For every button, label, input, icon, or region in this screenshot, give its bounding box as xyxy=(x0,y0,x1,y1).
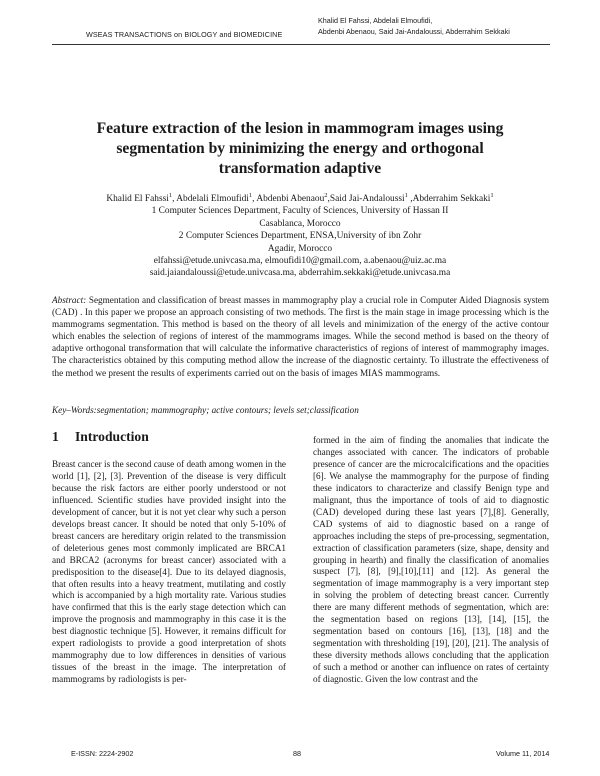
paper-title xyxy=(50,119,550,179)
section-title: Introduction xyxy=(75,429,149,444)
body-paragraph: formed in the aim of finding the anomalies that indicate the changes associated with cancer. The indicators of probable presence of cancer are the microcalcifications and the opacities [6]. We analyse the mammography for the purpose of finding these indicators to characterize and classify Benign type and malignant, thus the importance of tools of aid to diagnostic (CAD) developed during these last years [7],[8]. Generally, CAD systems of aid to diagnostic based on a range of approaches including the steps of pre-processing, segmentation, extraction of classification parameters (size, shape, density and grouping in hearth) and finally the classification of anomalies suspect [7], [8], [9],[10],[11] and [12]. As general the segmentation of image mammography is a very important step in solving the problem of detecting breast cancer. Currently there are many different methods of segmentation, which are: the segmentation based on regions [13], [14], [15], the segmentation based on contours [16], [13], [18] and the segmentation with thresholding [19], [20], [21]. The analysis of these diversity methods allows concluding that the application of such a method or another can influence on rates of certainty of diagnostic. Given the low contrast and the xyxy=(313,435,549,685)
abstract xyxy=(52,294,549,379)
author-name: , Abdenbi Abenaou xyxy=(252,194,325,204)
footer-page-number: 88 xyxy=(293,749,301,758)
affiliation-2-city: Agadir, Morocco xyxy=(267,243,333,254)
running-header-authors xyxy=(318,15,510,37)
author-emails-2: said.jaiandaloussi@etude.univcasa.ma, abderrahim.sekkaki@etude.univcasa.ma xyxy=(149,268,451,279)
author-name: , Abdelali Elmoufidi xyxy=(172,194,249,204)
author-name: Khalid El Fahssi xyxy=(106,194,169,204)
author-affiliation-mark: 1 xyxy=(490,192,494,199)
paper-title-line2: segmentation by minimizing the energy and orthogonal xyxy=(116,140,484,157)
affiliation-1-city: Casablanca, Morocco xyxy=(259,218,341,229)
header-rule xyxy=(52,44,550,45)
running-header-authors-line2: Abdenbi Abenaou, Said Jai-Andaloussi, Abderrahim Sekkaki xyxy=(318,27,510,36)
keywords: Key–Words:segmentation; mammography; active contours; levels set;classification xyxy=(52,405,359,415)
paper-title-line3: transformation adaptive xyxy=(218,160,382,177)
author-name: ,Said Jai-Andaloussi xyxy=(327,194,405,204)
affiliation-2: 2 Computer Sciences Department, ENSA,University of ibn Zohr xyxy=(178,231,422,242)
author-affiliation-mark: 1 xyxy=(168,192,173,199)
author-affiliation-mark: 1 xyxy=(404,192,408,199)
running-header-journal: WSEAS TRANSACTIONS on BIOLOGY and BIOMEDICINE xyxy=(86,30,283,39)
affiliation-1: 1 Computer Sciences Department, Faculty of Sciences, University of Hassan II xyxy=(151,206,449,217)
abstract-text: Segmentation and classification of breast masses in mammography play a crucial role in Computer Aided Diagnosis system (CAD) . In this paper we propose an approach consisting of two methods. The first is the main stage in image processing which is the mammograms segmentation. This method is based on the theory of all levels and minimization of the energy of the active contour which enables the selection of regions of interest of the mammograms images. While the second method is based on the theory of adaptive orthogonal transformation that will calculate the informative characteristics of regions of interest of mammography images. The characteristics obtained by this computing method allow the increase of the diagnostic certainty. To illustrate the effectiveness of the method we present the results of experiments carried out on the basis of images MIAS mammograms. xyxy=(52,295,549,378)
author-affiliation-mark: 2 xyxy=(324,192,328,199)
author-affiliation-mark: 1 xyxy=(248,192,253,199)
abstract-label: Abstract: xyxy=(52,295,87,305)
author-name: ,Abderrahim Sekkaki xyxy=(407,194,491,204)
running-header-authors-line1: Khalid El Fahssi, Abdelali Elmoufidi, xyxy=(318,16,433,25)
paper-title-line1: Feature extraction of the lesion in mammogram images using xyxy=(96,120,504,137)
section-heading xyxy=(52,429,149,445)
author-emails-1: elfahssi@etude.univcasa.ma, elmoufidi10@gmail.com, a.abenaou@uiz.ac.ma xyxy=(153,256,447,267)
author-list xyxy=(50,193,550,205)
author-block xyxy=(50,193,550,280)
body-column-right xyxy=(313,435,549,686)
body-paragraph: Breast cancer is the second cause of death among women in the world [1], [2], [3]. Prevention of the disease is very difficult because the risk factors are either poorly understood or not influenced. Scientific studies have provided insight into the development of cancer, but it is not yet clear why such a person develops breast cancer. It should be noted that only 5-10% of breast cancers are hereditary origin related to the transmission of deleterious genes most commonly implicated are BRCA1 and BRCA2 (acronyms for breast cancer) associated with a predisposition to the disease[4]. Due to its delayed diagnosis, that often results into a heavy treatment, mutilating and costly which is accompanied by a high mortality rate. Various studies have confirmed that this is the early stage detection which can improve the prognosis and mammography in this case it is the best diagnostic technique [5]. However, it remains difficult for expert radiologists to provide a good interpretation of shots mammography due to low differences in densities of various tissues of the breast in the image. The interpretation of mammograms by radiologists is per- xyxy=(52,459,286,685)
footer-volume: Volume 11, 2014 xyxy=(496,749,550,758)
body-column-left xyxy=(52,459,286,686)
footer-issn: E-ISSN: 2224-2902 xyxy=(71,749,134,758)
section-number: 1 xyxy=(52,429,59,444)
